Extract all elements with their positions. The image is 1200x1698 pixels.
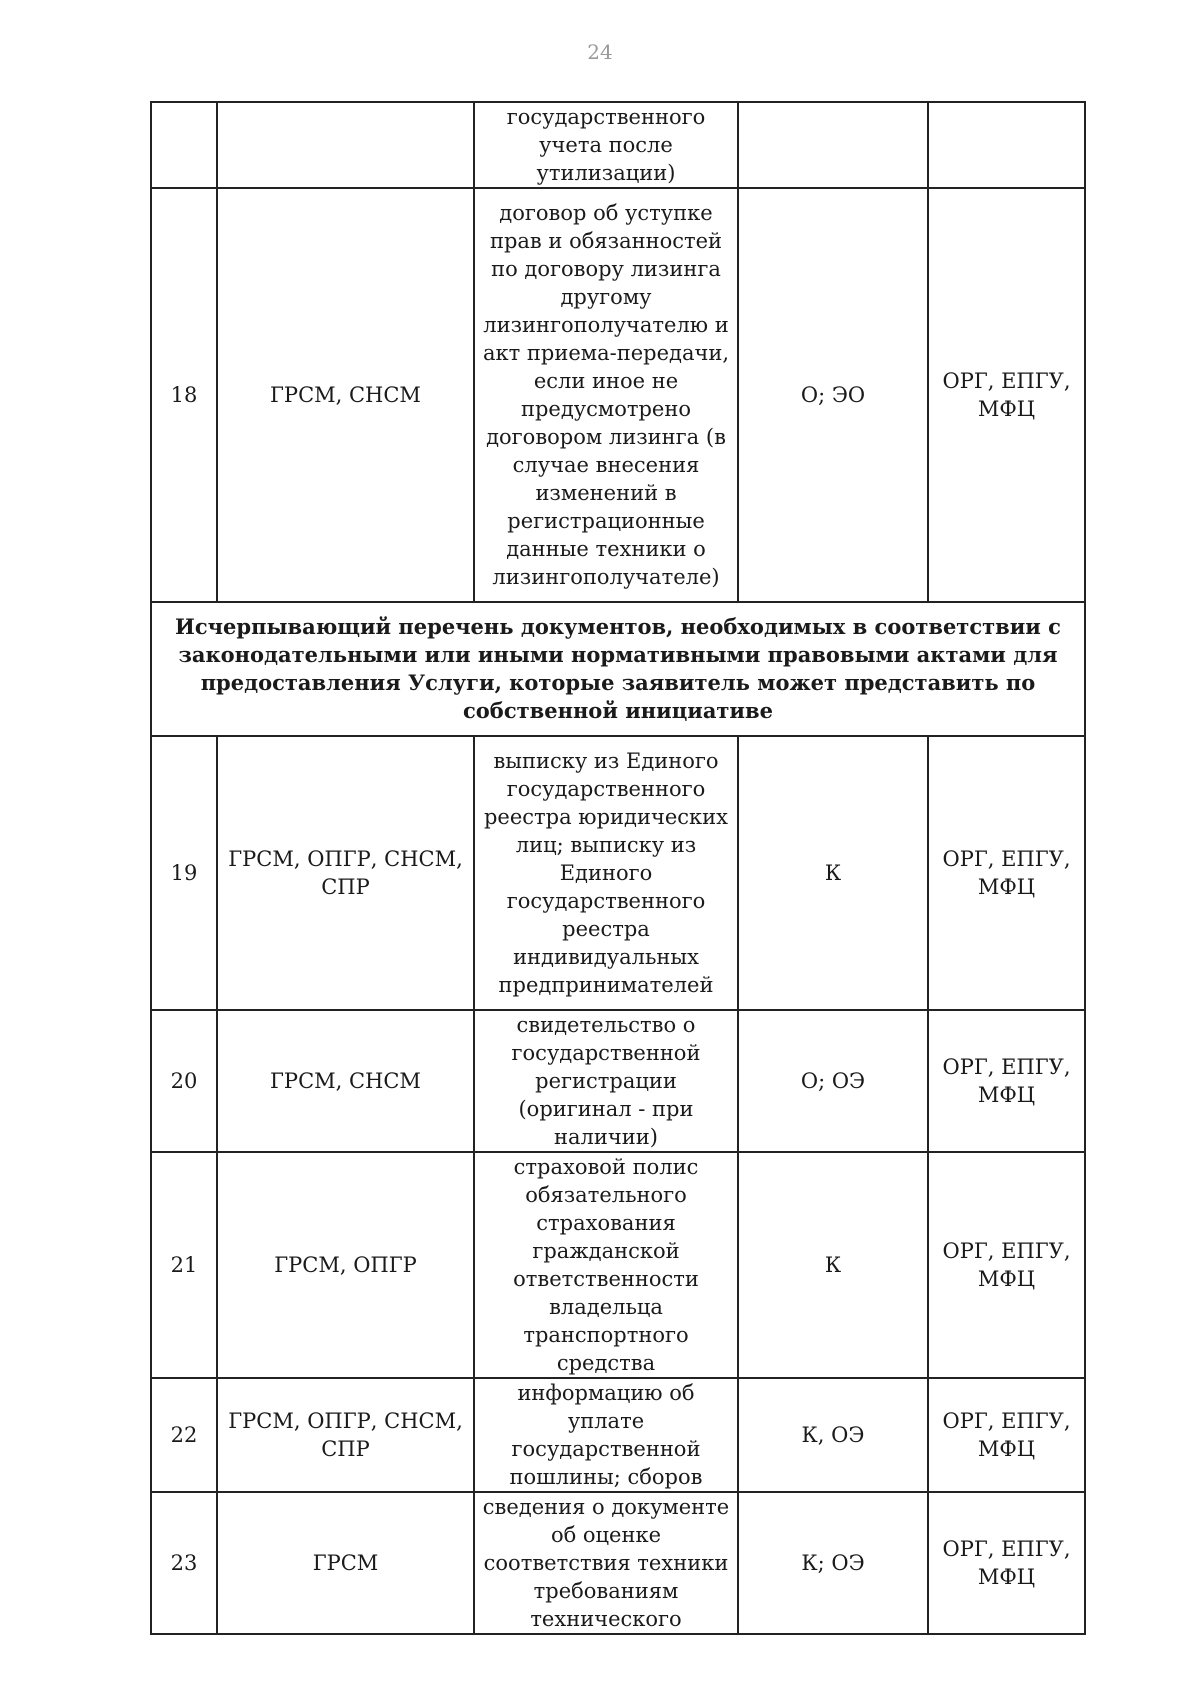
code-cell <box>217 102 474 188</box>
table-row <box>151 736 1085 1010</box>
code-cell: ГРСМ <box>217 1492 474 1634</box>
row-number-cell <box>151 102 217 188</box>
document-cell: договор об уступке прав и обязанностей по договору лизинга другому лизингополучателю и акт приема-передачи, если иное не предусмотрено договором лизинга (в случае внесения изменений в регистрационные данные техники о лизингополучателе) <box>474 188 738 602</box>
section-title: Исчерпывающий перечень документов, необходимых в соответствии с законодательными или иными нормативными правовыми актами для предоставления Услуги, которые заявитель может представить по собственной инициативе <box>151 602 1085 736</box>
channel-cell: ОРГ, ЕПГУ, МФЦ <box>928 1010 1085 1152</box>
row-number-cell: 18 <box>151 188 217 602</box>
table-row <box>151 1378 1085 1492</box>
form-cell: К; ОЭ <box>738 1492 928 1634</box>
document-cell: свидетельство о государственной регистрации (оригинал - при наличии) <box>474 1010 738 1152</box>
channel-cell: ОРГ, ЕПГУ, МФЦ <box>928 188 1085 602</box>
documents-table <box>150 101 1086 1635</box>
table-row <box>151 1492 1085 1634</box>
form-cell: К <box>738 1152 928 1378</box>
document-cell: государственного учета после утилизации) <box>474 102 738 188</box>
channel-cell: ОРГ, ЕПГУ, МФЦ <box>928 1378 1085 1492</box>
code-cell: ГРСМ, СНСМ <box>217 1010 474 1152</box>
form-cell: О; ОЭ <box>738 1010 928 1152</box>
channel-cell <box>928 102 1085 188</box>
form-cell: О; ЭО <box>738 188 928 602</box>
channel-cell: ОРГ, ЕПГУ, МФЦ <box>928 736 1085 1010</box>
row-number-cell: 22 <box>151 1378 217 1492</box>
row-number-cell: 19 <box>151 736 217 1010</box>
row-number-cell: 23 <box>151 1492 217 1634</box>
document-cell: сведения о документе об оценке соответствия техники требованиям технического <box>474 1492 738 1634</box>
table-row <box>151 188 1085 602</box>
code-cell: ГРСМ, ОПГР <box>217 1152 474 1378</box>
page-number: 24 <box>587 40 613 64</box>
document-cell: информацию об уплате государственной пошлины; сборов <box>474 1378 738 1492</box>
row-number-cell: 21 <box>151 1152 217 1378</box>
row-number-cell: 20 <box>151 1010 217 1152</box>
form-cell: К, ОЭ <box>738 1378 928 1492</box>
table-row <box>151 1010 1085 1152</box>
form-cell <box>738 102 928 188</box>
table-row <box>151 1152 1085 1378</box>
document-cell: страховой полис обязательного страхования гражданской ответственности владельца транспортного средства <box>474 1152 738 1378</box>
code-cell: ГРСМ, ОПГР, СНСМ, СПР <box>217 1378 474 1492</box>
section-header-row <box>151 602 1085 736</box>
form-cell: К <box>738 736 928 1010</box>
document-cell: выписку из Единого государственного реестра юридических лиц; выписку из Единого государственного реестра индивидуальных предпринимателей <box>474 736 738 1010</box>
table-row <box>151 102 1085 188</box>
code-cell: ГРСМ, ОПГР, СНСМ, СПР <box>217 736 474 1010</box>
channel-cell: ОРГ, ЕПГУ, МФЦ <box>928 1152 1085 1378</box>
code-cell: ГРСМ, СНСМ <box>217 188 474 602</box>
channel-cell: ОРГ, ЕПГУ, МФЦ <box>928 1492 1085 1634</box>
